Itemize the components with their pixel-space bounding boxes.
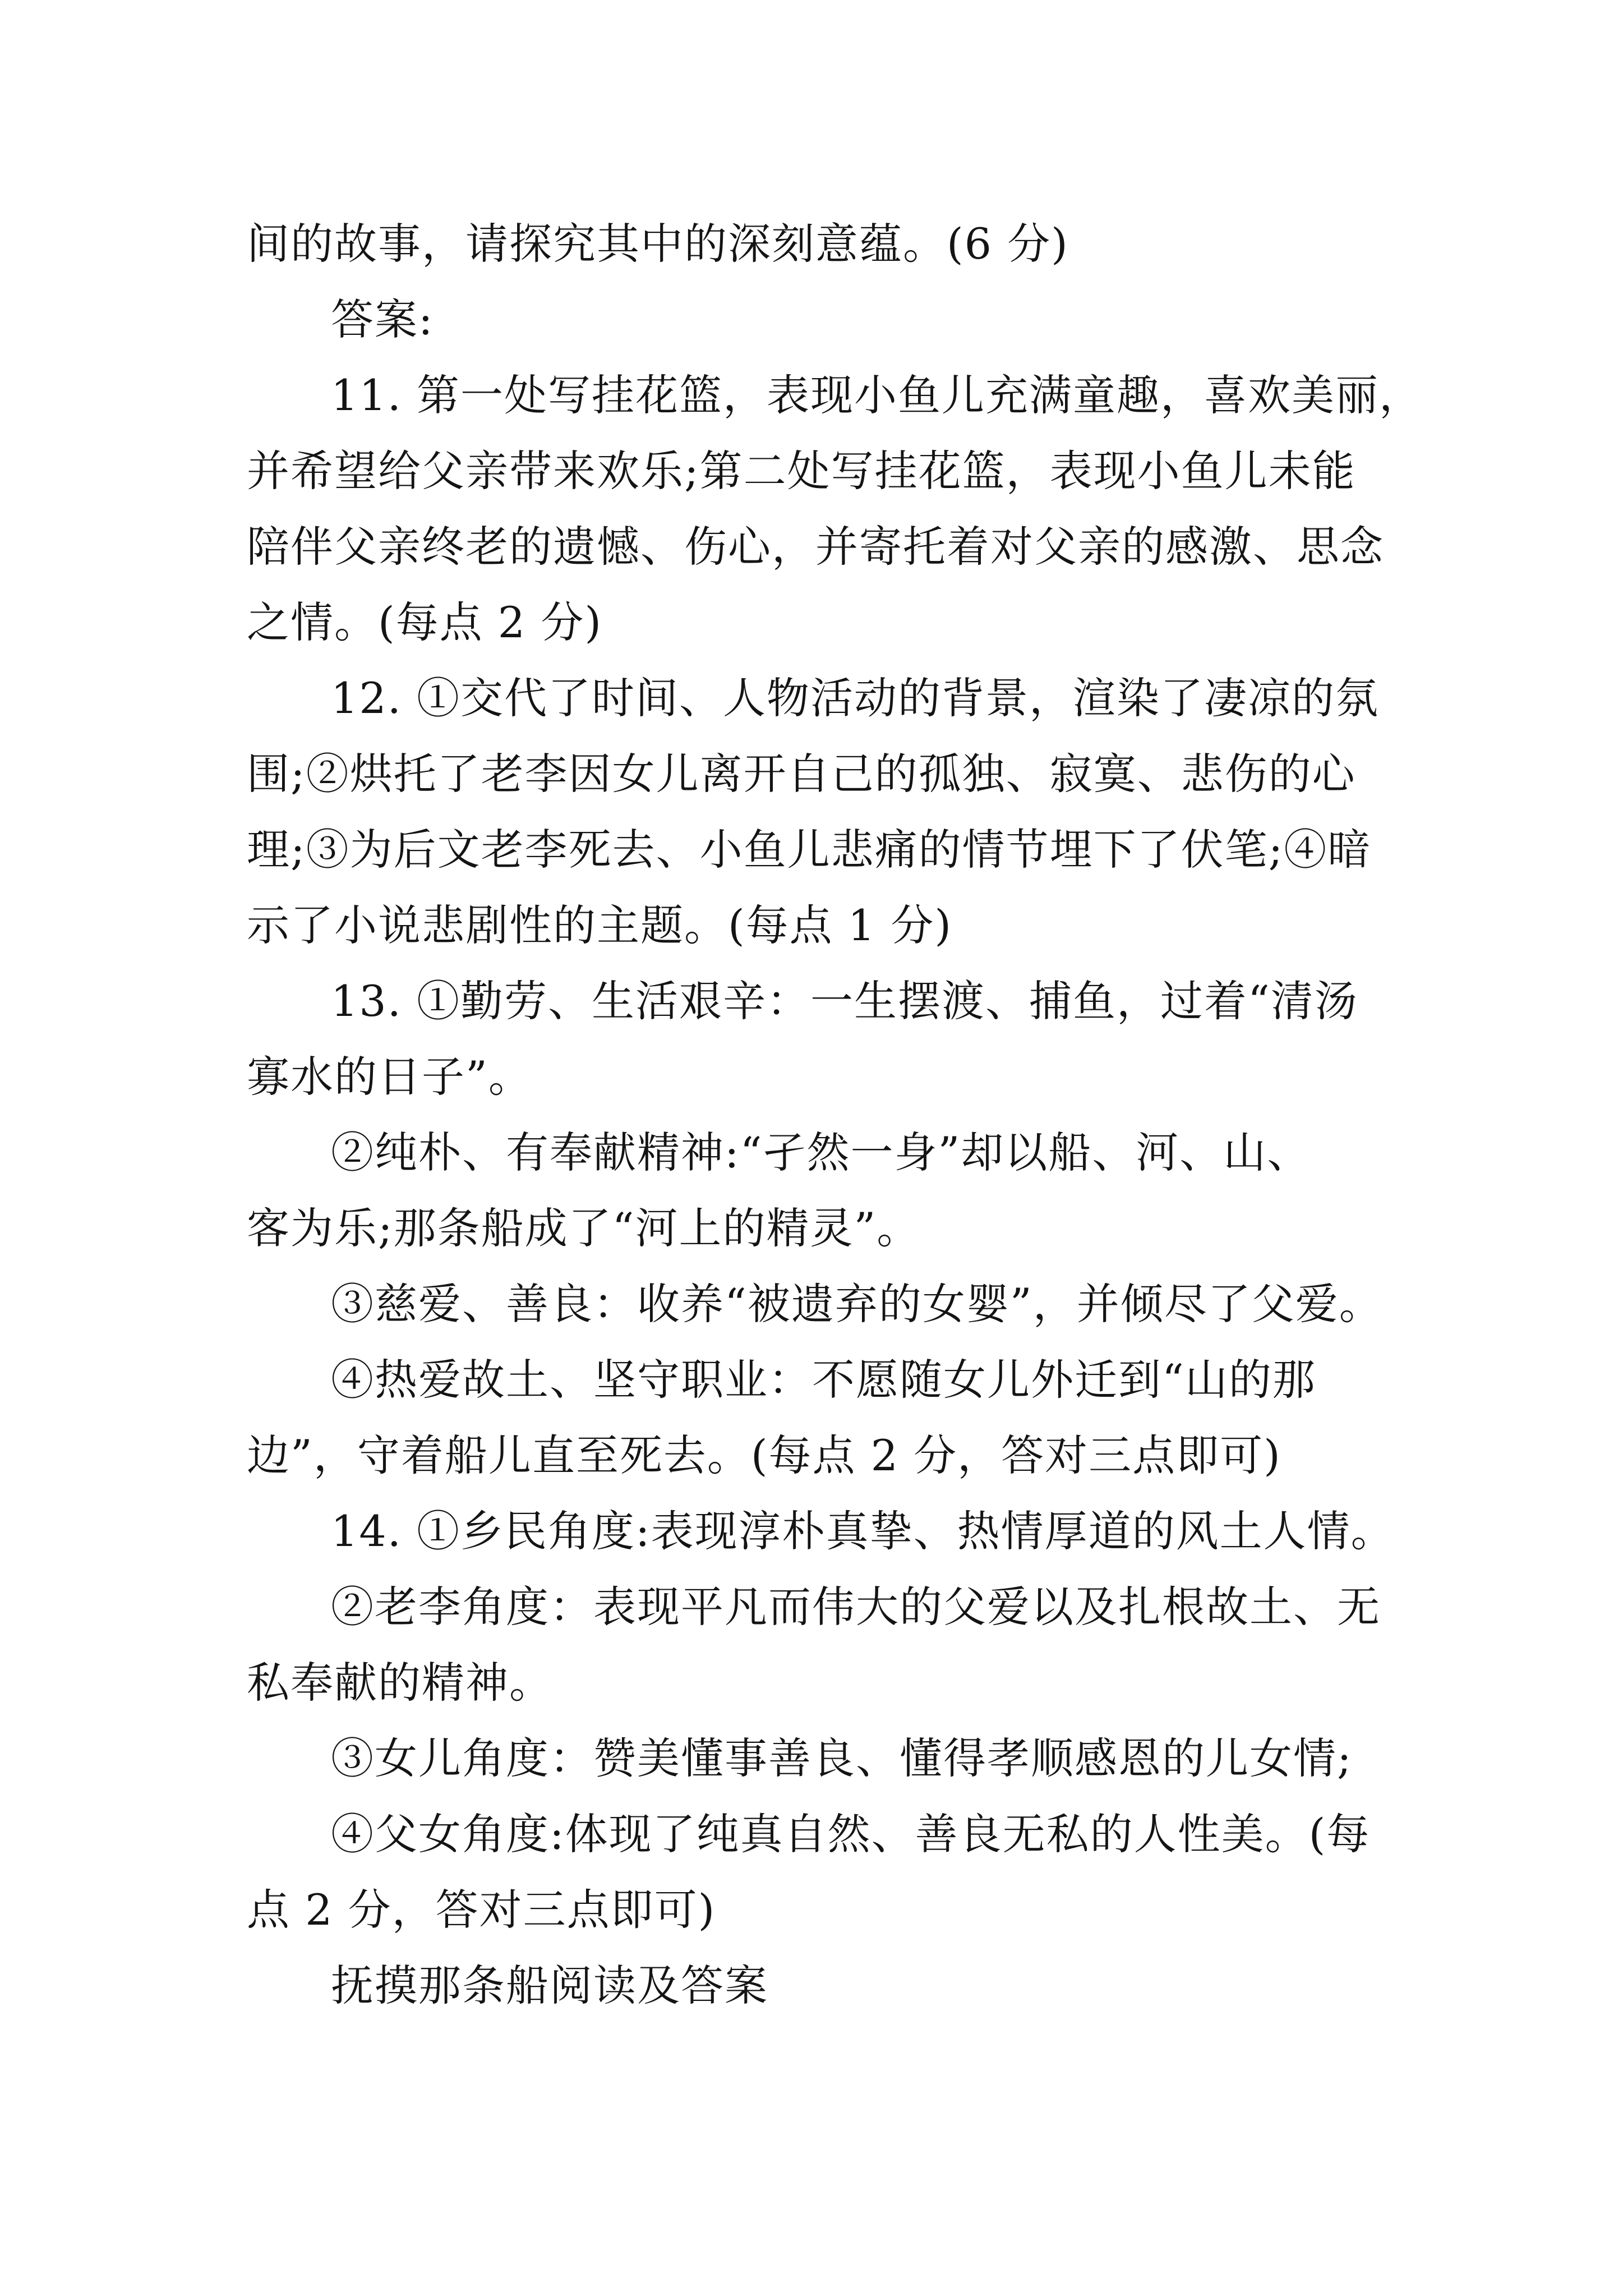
answer-11-line-1: 11. 第一处写挂花篮，表现小鱼儿充满童趣，喜欢美丽， (331, 370, 1423, 420)
answer-11-line-2: 并希望给父亲带来欢乐;第二处写挂花篮，表现小鱼儿未能 (247, 446, 1356, 496)
section-title: 抚摸那条船阅读及答案 (331, 1961, 768, 2010)
answer-14-point-2-line-1: ②老李角度：表现平凡而伟大的父爱以及扎根故土、无 (331, 1582, 1381, 1632)
answer-13-point-4-line-1: ④热爱故土、坚守职业：不愿随女儿外迁到“山的那 (331, 1355, 1316, 1405)
answer-13-point-2-line-1: ②纯朴、有奉献精神:“孑然一身”却以船、河、山、 (331, 1128, 1311, 1177)
answer-13-line-2: 寡水的日子”。 (247, 1052, 532, 1102)
answer-14-point-4-line-1: ④父女角度:体现了纯真自然、善良无私的人性美。(每 (331, 1809, 1371, 1859)
answer-13-line-1: 13. ①勤劳、生活艰辛：一生摆渡、捕鱼，过着“清汤 (331, 976, 1358, 1026)
answer-11-line-4: 之情。(每点 2 分) (247, 597, 602, 647)
answer-13-point-4-line-2: 边”，守着船儿直至死去。(每点 2 分，答对三点即可) (247, 1430, 1281, 1480)
answer-14-point-4-line-2: 点 2 分，答对三点即可) (247, 1885, 716, 1935)
answer-12-line-1: 12. ①交代了时间、人物活动的背景，渲染了凄凉的氛 (331, 673, 1380, 723)
answer-heading: 答案: (331, 295, 434, 344)
answer-14-point-2-line-2: 私奉献的精神。 (247, 1658, 553, 1708)
answer-12-line-3: 理;③为后文老李死去、小鱼儿悲痛的情节埋下了伏笔;④暗 (247, 825, 1372, 875)
answer-14-line-1: 14. ①乡民角度:表现淳朴真挚、热情厚道的风土人情。 (331, 1506, 1395, 1556)
text-line-1: 间的故事，请探究其中的深刻意蕴。(6 分) (247, 219, 1069, 269)
answer-12-line-4: 示了小说悲剧性的主题。(每点 1 分) (247, 900, 952, 950)
answer-13-point-2-line-2: 客为乐;那条船成了“河上的精灵”。 (247, 1203, 921, 1253)
answer-13-point-3: ③慈爱、善良：收养“被遗弃的女婴”，并倾尽了父爱。 (331, 1279, 1383, 1329)
answer-14-point-3: ③女儿角度：赞美懂事善良、懂得孝顺感恩的儿女情; (331, 1733, 1353, 1783)
answer-12-line-2: 围;②烘托了老李因女儿离开自己的孤独、寂寞、悲伤的心 (247, 749, 1356, 799)
answer-11-line-3: 陪伴父亲终老的遗憾、伤心，并寄托着对父亲的感激、思念 (247, 522, 1384, 572)
